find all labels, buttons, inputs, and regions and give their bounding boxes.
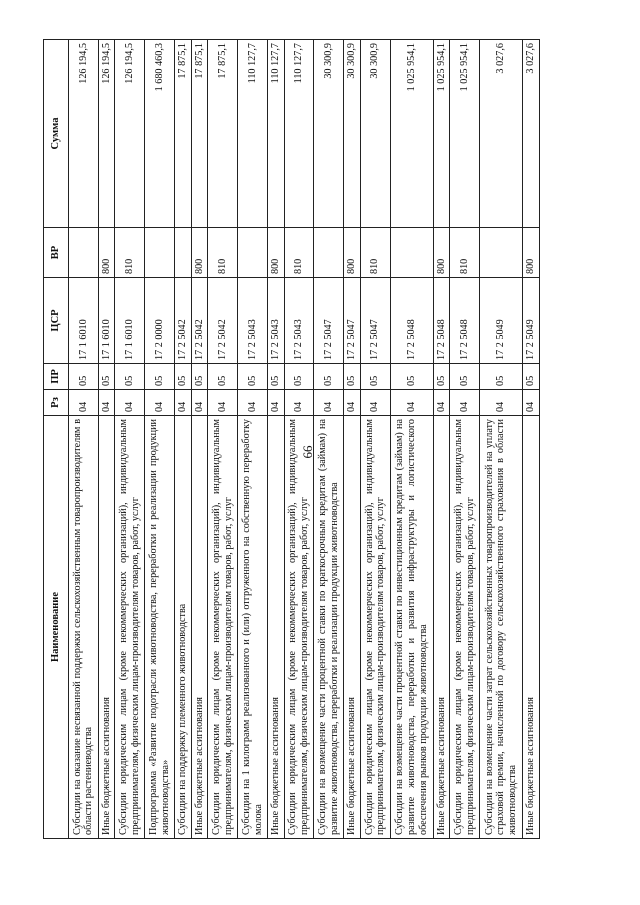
cell-sum: 3 027,6 [523,40,540,228]
cell-pr: 05 [314,364,344,390]
cell-sum: 1 025 954,1 [433,40,450,228]
cell-csr: 17 1 6010 [69,278,99,364]
cell-pr: 05 [450,364,480,390]
table-row [115,40,145,839]
header-name: Наименование [44,416,69,839]
budget-table [43,39,540,839]
table-row [523,40,540,839]
table-body [69,40,540,839]
budget-table-sheet [43,40,540,839]
cell-name: Иные бюджетные ассигнования [267,416,284,839]
page-number: 66 [300,445,315,459]
cell-csr: 17 2 5043 [267,278,284,364]
table-row [98,40,115,839]
cell-sum: 110 127,7 [267,40,284,228]
cell-name: Субсидии на возмещение части процентной ставки по инвестиционным кредитам (займам) на развитие животноводства, переработки и развития инфраструктуры и логистического обеспечения рынков продукции животноводства [390,416,433,839]
table-row [433,40,450,839]
cell-vr: 810 [284,228,314,278]
cell-pr: 05 [433,364,450,390]
cell-rz: 04 [115,390,145,416]
cell-name: Субсидии на 1 килограмм реализованного и (или) отгруженного на собственную переработку молока [238,416,268,839]
cell-name: Субсидии юридическим лицам (кроме некоммерческих организаций), индивидуальным предпринимателям, физическим лицам-производителям товаров, работ, услуг [360,416,390,839]
cell-rz: 04 [145,390,175,416]
cell-vr: 800 [523,228,540,278]
table-row [390,40,433,839]
cell-pr: 05 [115,364,145,390]
cell-pr: 05 [267,364,284,390]
cell-sum: 30 300,9 [344,40,361,228]
cell-csr: 17 2 5048 [433,278,450,364]
cell-csr: 17 2 5048 [390,278,433,364]
table-row [344,40,361,839]
header-vr: ВР [44,228,69,278]
cell-sum: 126 194,5 [98,40,115,228]
cell-name: Субсидии юридическим лицам (кроме некоммерческих организаций), индивидуальным предпринимателям, физическим лицам-производителям товаров, работ, услуг [450,416,480,839]
cell-vr [69,228,99,278]
cell-name: Подпрограмма «Развитие подотрасли животноводства, переработки и реализации продукции животноводства» [145,416,175,839]
cell-name: Субсидии на возмещение части процентной ставки по краткосрочным кредитам (займам) на развитие животноводства, переработки и реализации продукции животноводства [314,416,344,839]
cell-rz: 04 [284,390,314,416]
cell-csr: 17 2 5043 [238,278,268,364]
table-header [44,40,69,839]
header-rz: Рз [44,390,69,416]
cell-rz: 04 [191,390,208,416]
cell-rz: 04 [433,390,450,416]
table-row [175,40,192,839]
cell-csr: 17 1 6010 [98,278,115,364]
cell-name: Иные бюджетные ассигнования [98,416,115,839]
cell-rz: 04 [208,390,238,416]
cell-csr: 17 2 0000 [145,278,175,364]
cell-csr: 17 2 5047 [344,278,361,364]
cell-pr: 05 [208,364,238,390]
table-row [450,40,480,839]
cell-vr [145,228,175,278]
cell-name: Субсидии юридическим лицам (кроме некоммерческих организаций), индивидуальным предпринимателям, физическим лицам-производителям товаров, работ, услуг [115,416,145,839]
header-row [44,40,69,839]
cell-vr [480,228,523,278]
cell-vr: 800 [98,228,115,278]
cell-rz: 04 [390,390,433,416]
table-row [360,40,390,839]
cell-name: Субсидии на возмещение части затрат сельскохозяйственных товаропроизводителей на уплату страховой премии, начисленной по договору сельскохозяйственного страхования в области животноводства [480,416,523,839]
cell-vr [175,228,192,278]
cell-sum: 110 127,7 [238,40,268,228]
table-row [191,40,208,839]
cell-csr: 17 2 5043 [284,278,314,364]
cell-vr [390,228,433,278]
cell-pr: 05 [390,364,433,390]
cell-vr: 800 [433,228,450,278]
cell-name: Иные бюджетные ассигнования [344,416,361,839]
table-row [145,40,175,839]
cell-rz: 04 [360,390,390,416]
header-csr: ЦСР [44,278,69,364]
cell-sum: 30 300,9 [360,40,390,228]
cell-pr: 05 [360,364,390,390]
header-sum: Сумма [44,40,69,228]
cell-pr: 05 [238,364,268,390]
cell-csr: 17 2 5042 [208,278,238,364]
cell-rz: 04 [523,390,540,416]
cell-pr: 05 [523,364,540,390]
cell-rz: 04 [175,390,192,416]
cell-vr: 800 [267,228,284,278]
cell-csr: 17 2 5042 [191,278,208,364]
cell-sum: 1 025 954,1 [450,40,480,228]
cell-rz: 04 [267,390,284,416]
header-pr: ПР [44,364,69,390]
cell-name: Субсидии на оказание несвязанной поддержки сельскохозяйственным товаропроизводителям в области растениеводства [69,416,99,839]
cell-pr: 05 [175,364,192,390]
cell-pr: 05 [145,364,175,390]
table-row [238,40,268,839]
cell-name: Субсидии на поддержку племенного животноводства [175,416,192,839]
table-row [208,40,238,839]
cell-pr: 05 [344,364,361,390]
cell-sum: 17 875,1 [175,40,192,228]
cell-name: Субсидии юридическим лицам (кроме некоммерческих организаций), индивидуальным предпринимателям, физическим лицам-производителям товаров, работ, услуг [208,416,238,839]
cell-sum: 110 127,7 [284,40,314,228]
cell-sum: 126 194,5 [69,40,99,228]
cell-csr: 17 1 6010 [115,278,145,364]
cell-pr: 05 [98,364,115,390]
cell-sum: 30 300,9 [314,40,344,228]
cell-name: Субсидии юридическим лицам (кроме некоммерческих организаций), индивидуальным предпринимателям, физическим лицам-производителям товаров, работ, услуг [284,416,314,839]
cell-rz: 04 [238,390,268,416]
cell-pr: 05 [69,364,99,390]
cell-name: Иные бюджетные ассигнования [191,416,208,839]
cell-sum: 3 027,6 [480,40,523,228]
cell-rz: 04 [69,390,99,416]
table-row [314,40,344,839]
cell-csr: 17 2 5042 [175,278,192,364]
cell-sum: 1 025 954,1 [390,40,433,228]
cell-sum: 17 875,1 [191,40,208,228]
cell-name: Иные бюджетные ассигнования [433,416,450,839]
table-row [284,40,314,839]
cell-vr: 810 [360,228,390,278]
cell-vr [238,228,268,278]
cell-rz: 04 [480,390,523,416]
cell-rz: 04 [314,390,344,416]
cell-sum: 126 194,5 [115,40,145,228]
cell-csr: 17 2 5049 [480,278,523,364]
cell-rz: 04 [344,390,361,416]
cell-vr: 810 [450,228,480,278]
cell-sum: 17 875,1 [208,40,238,228]
cell-rz: 04 [450,390,480,416]
cell-sum: 1 680 460,3 [145,40,175,228]
cell-vr: 800 [191,228,208,278]
cell-vr: 810 [115,228,145,278]
cell-vr: 800 [344,228,361,278]
cell-csr: 17 2 5048 [450,278,480,364]
cell-rz: 04 [98,390,115,416]
table-row [69,40,99,839]
cell-name: Иные бюджетные ассигнования [523,416,540,839]
cell-pr: 05 [284,364,314,390]
cell-pr: 05 [480,364,523,390]
table-row [267,40,284,839]
cell-csr: 17 2 5047 [360,278,390,364]
cell-vr: 810 [208,228,238,278]
cell-csr: 17 2 5049 [523,278,540,364]
table-row [480,40,523,839]
cell-pr: 05 [191,364,208,390]
cell-vr [314,228,344,278]
cell-csr: 17 2 5047 [314,278,344,364]
